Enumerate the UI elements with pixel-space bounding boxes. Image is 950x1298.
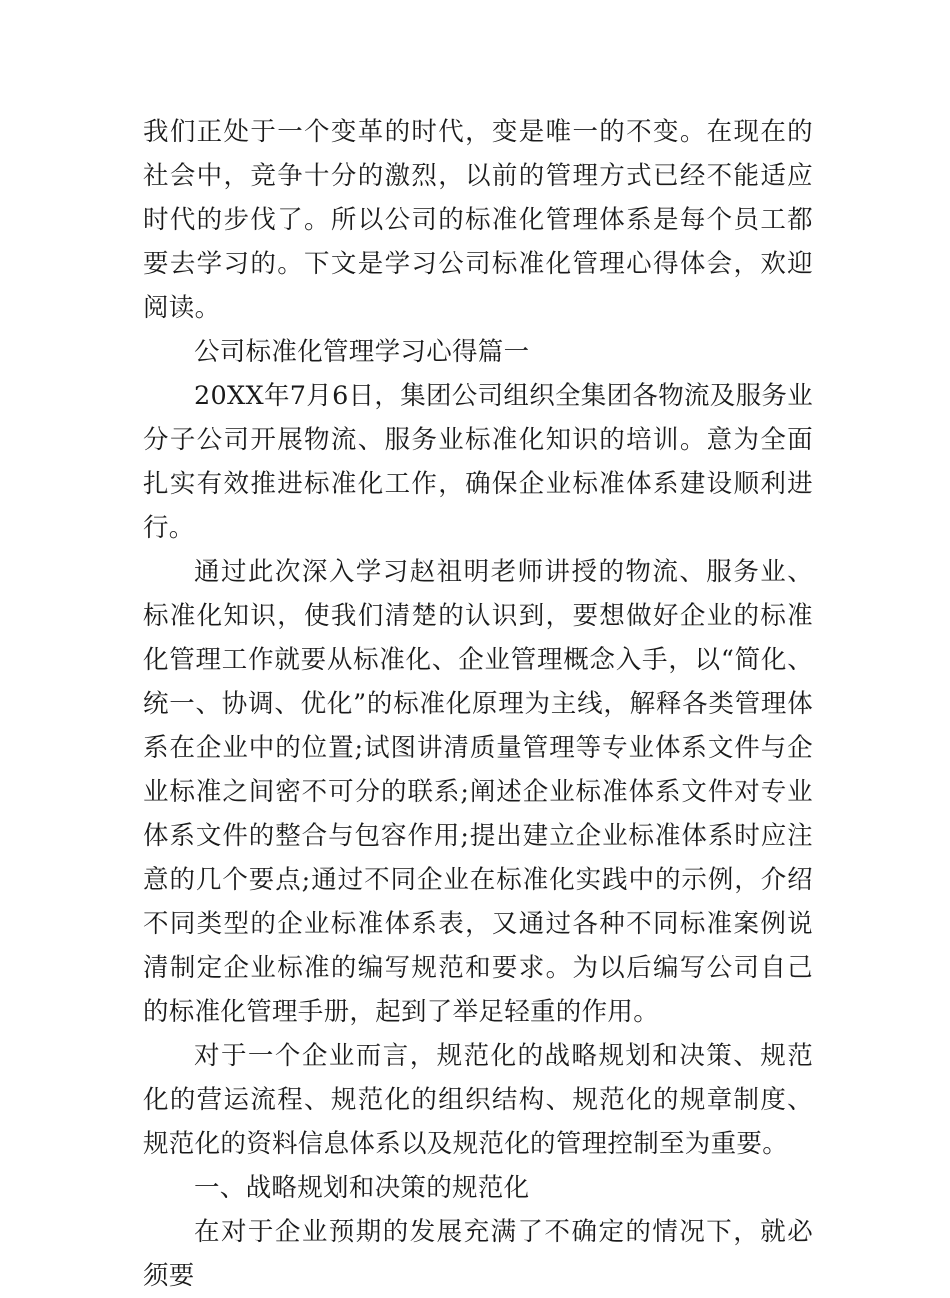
body-paragraph-learning: 通过此次深入学习赵祖明老师讲授的物流、服务业、标准化知识，使我们清楚的认识到，要想做好企业的标准化管理工作就要从标准化、企业管理概念入手，以“简化、统一、协调、优化”的标准化原理为主线，解释各类管理体系在企业中的位置;试图讲清质量管理等专业体系文件与企业标准之间密不可分的联系;阐述企业标准体系文件对专业体系文件的整合与包容作用;提出建立企业标准体系时应注意的几个要点;通过不同企业在标准化实践中的示例，介绍不同类型的企业标准体系表，又通过各种不同标准案例说清制定企业标准的编写规范和要求。为以后编写公司自己的标准化管理手册，起到了举足轻重的作用。 bbox=[143, 557, 813, 1027]
body-paragraph-strategy: 在对于企业预期的发展充满了不确定的情况下，就必须要 bbox=[143, 1217, 813, 1291]
intro-paragraph: 我们正处于一个变革的时代，变是唯一的不变。在现在的社会中，竞争十分的激烈，以前的管理方式已经不能适应时代的步伐了。所以公司的标准化管理体系是每个员工都要去学习的。下文是学习公司标准化管理心得体会，欢迎阅读。 bbox=[143, 117, 813, 323]
section-heading-strategy: 一、战略规划和决策的规范化 bbox=[194, 1173, 530, 1203]
document-body bbox=[143, 110, 813, 1298]
body-paragraph-training: 20XX年7月6日，集团公司组织全集团各物流及服务业分子公司开展物流、服务业标准化知识的培训。意为全面扎实有效推进标准化工作，确保企业标准体系建设顺利进行。 bbox=[143, 381, 814, 543]
section-title-part-one: 公司标准化管理学习心得篇一 bbox=[194, 337, 530, 367]
body-paragraph-standardization: 对于一个企业而言，规范化的战略规划和决策、规范化的营运流程、规范化的组织结构、规范化的规章制度、规范化的资料信息体系以及规范化的管理控制至为重要。 bbox=[143, 1041, 813, 1159]
